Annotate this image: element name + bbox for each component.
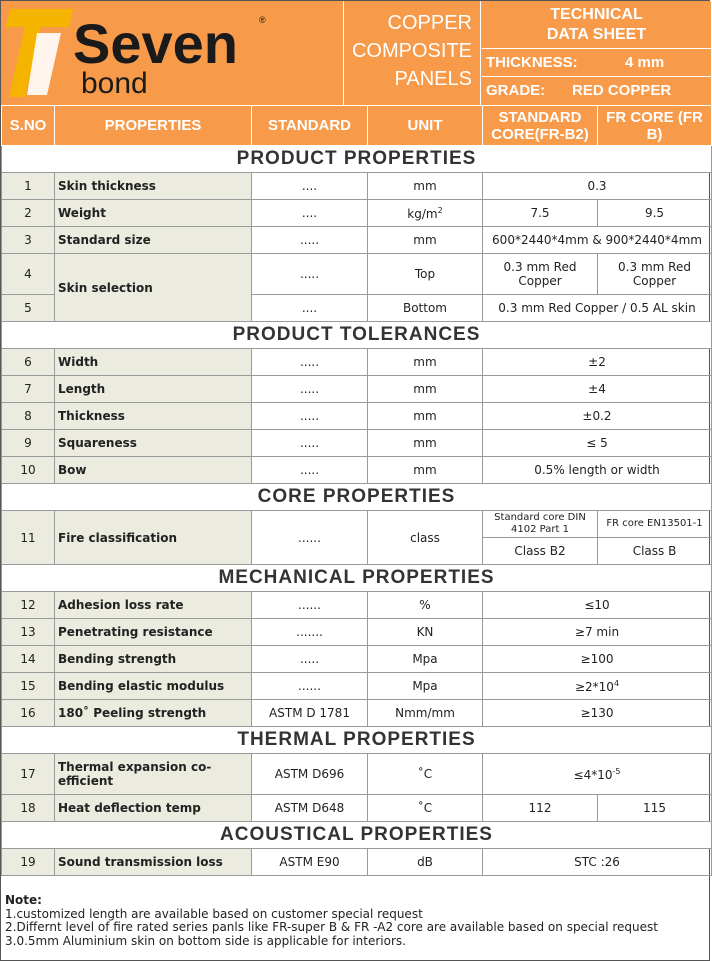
spec-value: ≥130 (483, 700, 712, 727)
product-title-line: COMPOSITE (351, 40, 472, 62)
property-name: Length (55, 376, 252, 403)
datasheet-title (482, 1, 711, 49)
property-name: Thermal expansion co-efficient (55, 754, 252, 795)
property-name: Heat deflection temp (55, 795, 252, 822)
row-number: 19 (2, 849, 55, 876)
table-row (2, 349, 712, 376)
row-number: 7 (2, 376, 55, 403)
table-row (2, 403, 712, 430)
standard-value: ..... (252, 349, 368, 376)
table-row (2, 592, 712, 619)
unit-value: ˚C (368, 795, 483, 822)
section-title: CORE PROPERTIES (2, 484, 712, 511)
row-number: 6 (2, 349, 55, 376)
row-number: 16 (2, 700, 55, 727)
col-sno: S.NO (2, 106, 55, 146)
standard-core-standard: Standard core DIN 4102 Part 1 (483, 511, 598, 538)
spec-value: ≥100 (483, 646, 712, 673)
standard-value: ASTM D648 (252, 795, 368, 822)
standard-value: ...... (252, 592, 368, 619)
row-number: 17 (2, 754, 55, 795)
note-line: 1.customized length are available based on customer special request (5, 906, 423, 921)
unit-value: mm (368, 403, 483, 430)
seven-bond-logo (1, 1, 343, 105)
unit-value: dB (368, 849, 483, 876)
properties-table (1, 105, 712, 876)
section-title: THERMAL PROPERTIES (2, 727, 712, 754)
grade-value: RED COPPER (572, 82, 672, 99)
table-row (2, 173, 712, 200)
standard-value: ....... (252, 619, 368, 646)
table-row (2, 200, 712, 227)
property-name: Bow (55, 457, 252, 484)
section-row (2, 146, 712, 173)
table-row (2, 227, 712, 254)
property-name: Standard size (55, 227, 252, 254)
col-fr-core: FR CORE (FR B) (598, 106, 712, 146)
section-row (2, 727, 712, 754)
spec-value: 0.5% length or width (483, 457, 712, 484)
spec-value: ±2 (483, 349, 712, 376)
property-name: Weight (55, 200, 252, 227)
property-name: 180˚ Peeling strength (55, 700, 252, 727)
fr-core-value: 115 (598, 795, 712, 822)
unit-value: mm (368, 349, 483, 376)
row-number: 9 (2, 430, 55, 457)
table-row (2, 754, 712, 795)
standard-value: .... (252, 295, 368, 322)
row-number: 13 (2, 619, 55, 646)
spec-value: ≤10 (483, 592, 712, 619)
spec-value: 0.3 (483, 173, 712, 200)
table-row (2, 430, 712, 457)
spec-value: ≥7 min (483, 619, 712, 646)
spec-text: ≥2*10 (574, 679, 614, 694)
datasheet-title-line: DATA SHEET (546, 26, 647, 43)
property-name: Adhesion loss rate (55, 592, 252, 619)
row-number: 11 (2, 511, 55, 565)
spec-value (483, 754, 712, 795)
col-standard: STANDARD (252, 106, 368, 146)
section-title: PRODUCT PROPERTIES (2, 146, 712, 173)
row-number: 14 (2, 646, 55, 673)
unit-value: Mpa (368, 673, 483, 700)
unit-value: mm (368, 173, 483, 200)
fr-core-value: 9.5 (598, 200, 712, 227)
table-row (2, 619, 712, 646)
standard-value: ...... (252, 511, 368, 565)
grade-label: GRADE: (486, 82, 546, 99)
property-name: Squareness (55, 430, 252, 457)
property-name: Sound transmission loss (55, 849, 252, 876)
standard-value: .... (252, 173, 368, 200)
spec-superscript: -5 (612, 766, 621, 776)
table-row (2, 700, 712, 727)
note-line: 3.0.5mm Aluminium skin on bottom side is applicable for interiors. (5, 933, 406, 948)
standard-core-value: 7.5 (483, 200, 598, 227)
row-number: 12 (2, 592, 55, 619)
table-row (2, 457, 712, 484)
section-row (2, 322, 712, 349)
section-title: MECHANICAL PROPERTIES (2, 565, 712, 592)
standard-value: ..... (252, 254, 368, 295)
row-number: 18 (2, 795, 55, 822)
property-name: Fire classification (55, 511, 252, 565)
fr-core-standard: FR core EN13501-1 (598, 511, 712, 538)
row-number: 3 (2, 227, 55, 254)
col-properties: PROPERTIES (55, 106, 252, 146)
standard-value: ASTM E90 (252, 849, 368, 876)
table-row (2, 376, 712, 403)
unit-value: mm (368, 457, 483, 484)
product-title (343, 1, 481, 105)
product-title-line: PANELS (394, 68, 472, 90)
product-title-line: COPPER (387, 12, 472, 34)
property-name: Bending elastic modulus (55, 673, 252, 700)
property-name: Skin selection (55, 254, 252, 322)
section-row (2, 484, 712, 511)
unit-value: mm (368, 430, 483, 457)
standard-value: ..... (252, 227, 368, 254)
row-number: 4 (2, 254, 55, 295)
section-title: ACOUSTICAL PROPERTIES (2, 822, 712, 849)
spec-superscript: 4 (613, 678, 620, 688)
notes-title: Note: (5, 893, 42, 907)
unit-value: ˚C (368, 754, 483, 795)
unit-value: mm (368, 227, 483, 254)
col-standard-core: STANDARD CORE(FR-B2) (483, 106, 598, 146)
table-row (2, 795, 712, 822)
note-line: 2.Differnt level of fire rated series panls like FR-super B & FR -A2 core are available based on special request (5, 920, 658, 934)
spec-value: ±0.2 (483, 403, 712, 430)
table-row (2, 646, 712, 673)
standard-core-value: 0.3 mm Red Copper (483, 254, 598, 295)
unit-value: Top (368, 254, 483, 295)
standard-value: ..... (252, 376, 368, 403)
unit-value (368, 200, 483, 227)
unit-value: class (368, 511, 483, 565)
row-number: 2 (2, 200, 55, 227)
standard-value: .... (252, 200, 368, 227)
spec-value: 600*2440*4mm & 900*2440*4mm (483, 227, 712, 254)
section-row (2, 565, 712, 592)
section-row (2, 822, 712, 849)
thickness-value: 4 mm (625, 54, 665, 71)
logo-registered-mark: ® (259, 15, 266, 25)
unit-value: Bottom (368, 295, 483, 322)
unit-superscript: 2 (437, 205, 443, 215)
logo-brand-sub: bond (81, 67, 148, 100)
property-name: Penetrating resistance (55, 619, 252, 646)
notes-block (1, 894, 712, 948)
table-row (2, 849, 712, 876)
fr-core-value: Class B (598, 538, 712, 565)
row-number: 1 (2, 173, 55, 200)
table-row (2, 673, 712, 700)
standard-value: ..... (252, 403, 368, 430)
unit-value: % (368, 592, 483, 619)
standard-core-value: Class B2 (483, 538, 598, 565)
standard-value: ...... (252, 673, 368, 700)
datasheet-title-line: TECHNICAL (550, 6, 643, 23)
thickness-row (482, 49, 711, 77)
standard-value: ..... (252, 457, 368, 484)
unit-value: Mpa (368, 646, 483, 673)
col-unit: UNIT (368, 106, 483, 146)
unit-text: kg/m (407, 206, 438, 221)
unit-value: mm (368, 376, 483, 403)
spec-value: 0.3 mm Red Copper / 0.5 AL skin (483, 295, 712, 322)
spec-value: ≤ 5 (483, 430, 712, 457)
header-band (1, 1, 711, 105)
unit-value: Nmm/mm (368, 700, 483, 727)
row-number: 10 (2, 457, 55, 484)
table-header-row (2, 106, 712, 146)
spec-value (483, 673, 712, 700)
logo-brand-name: Seven (73, 12, 238, 75)
table-row (2, 511, 712, 538)
datasheet-info (482, 1, 711, 105)
standard-value: ASTM D696 (252, 754, 368, 795)
fr-core-value: 0.3 mm Red Copper (598, 254, 712, 295)
property-name: Skin thickness (55, 173, 252, 200)
grade-row (482, 77, 711, 105)
unit-value: KN (368, 619, 483, 646)
row-number: 5 (2, 295, 55, 322)
standard-value: ..... (252, 646, 368, 673)
standard-value: ASTM D 1781 (252, 700, 368, 727)
property-name: Width (55, 349, 252, 376)
spec-text: ≤4*10 (573, 767, 613, 782)
table-row (2, 254, 712, 295)
spec-value: ±4 (483, 376, 712, 403)
row-number: 15 (2, 673, 55, 700)
property-name: Bending strength (55, 646, 252, 673)
row-number: 8 (2, 403, 55, 430)
section-title: PRODUCT TOLERANCES (2, 322, 712, 349)
thickness-label: THICKNESS: (486, 54, 578, 71)
standard-core-value: 112 (483, 795, 598, 822)
spec-value: STC :26 (483, 849, 712, 876)
standard-value: ..... (252, 430, 368, 457)
property-name: Thickness (55, 403, 252, 430)
